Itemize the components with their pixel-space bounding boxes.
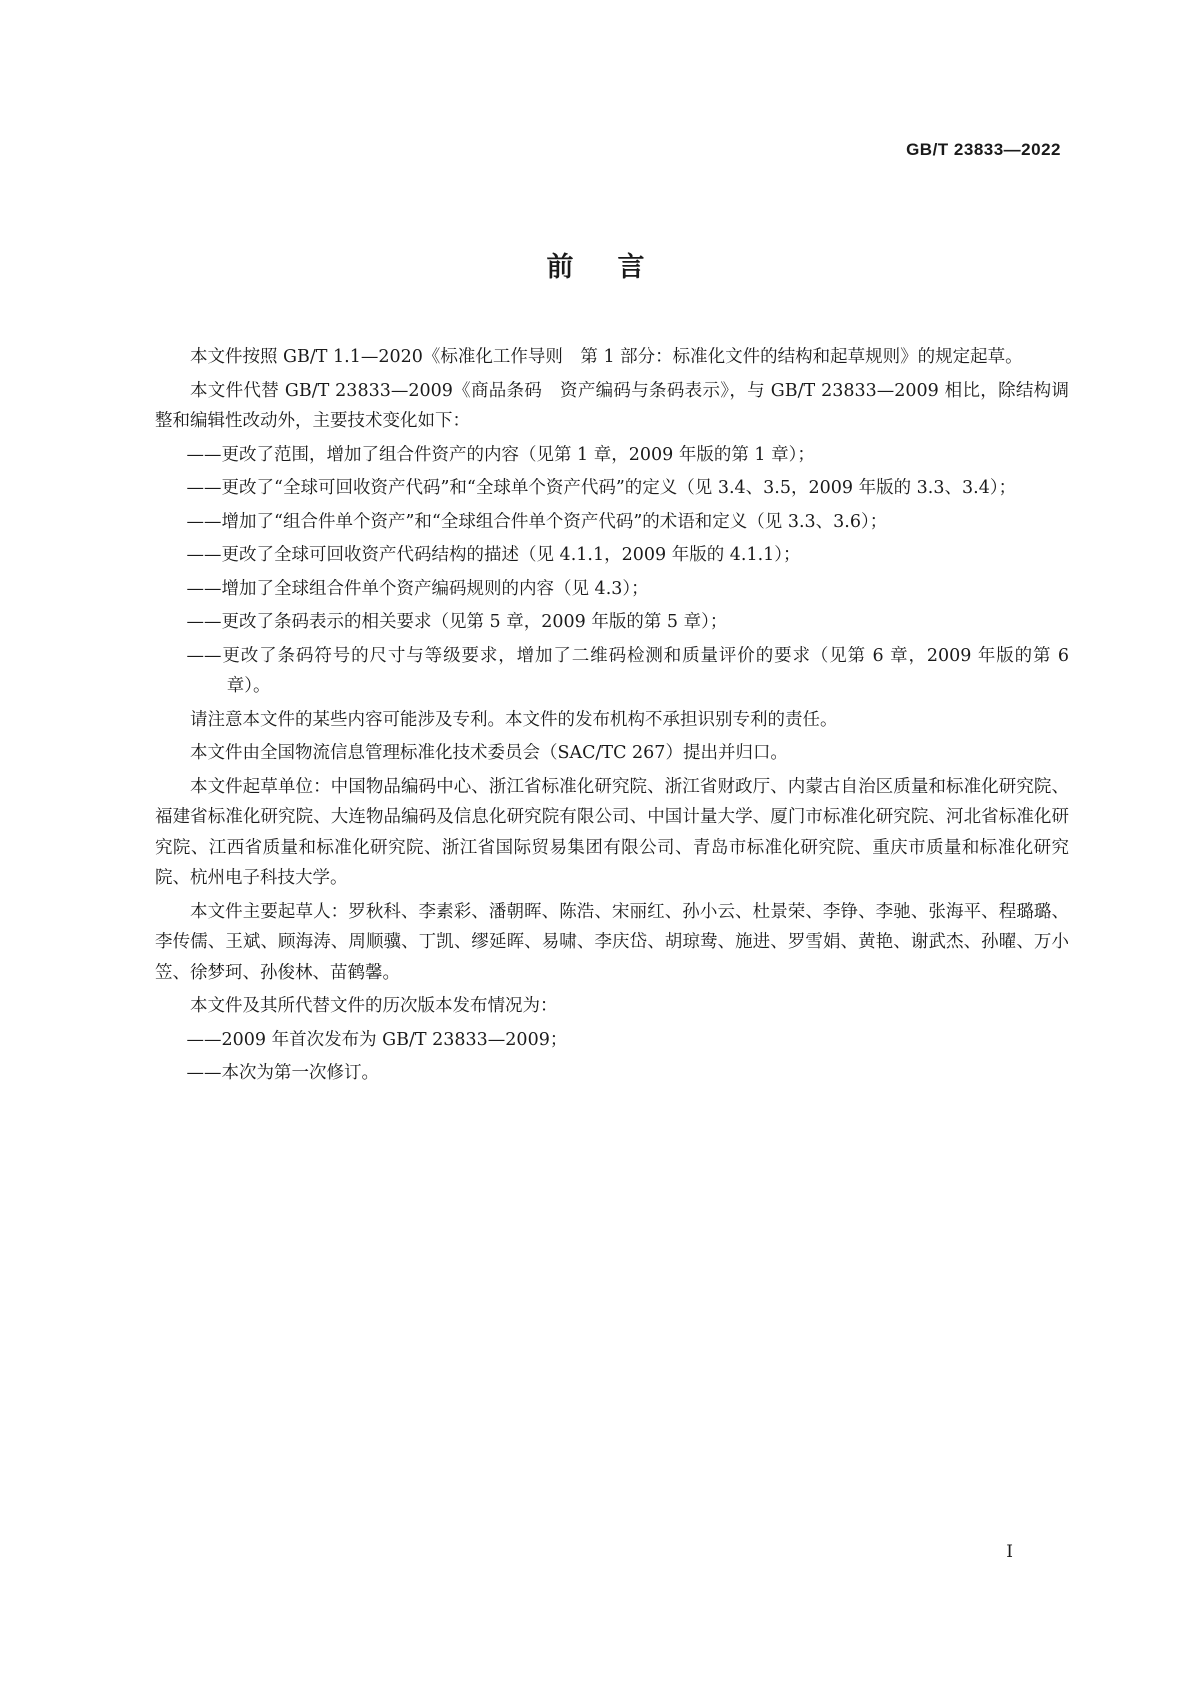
change-item-new-terms: ——增加了“组合件单个资产”和“全球组合件单个资产代码”的术语和定义（见 3.3、3.6）； — [186, 511, 888, 532]
change-item-code-structure: ——更改了全球可回收资产代码结构的描述（见 4.1.1，2009 年版的 4.1.1）； — [186, 545, 801, 565]
change-item-scope: ——更改了范围，增加了组合件资产的内容（见第 1 章，2009 年版的第 1 章）； — [186, 444, 815, 465]
history-item-first-release: ——2009 年首次发布为 GB/T 23833—2009； — [186, 1029, 568, 1050]
page-number: I — [1006, 1542, 1013, 1562]
standard-code: GB/T 23833—2022 — [906, 140, 1061, 159]
page-title: 前言 — [546, 252, 689, 283]
paragraph-version-history: 本文件及其所代替文件的历次版本发布情况为： — [190, 996, 558, 1016]
paragraph-drafters: 本文件主要起草人：罗秋科、李素彩、潘朝晖、陈浩、宋丽红、孙小云、杜景荣、李铮、李驰、张海平、程璐璐、李传儒、王斌、顾海涛、周顺骥、丁凯、缪延晖、易啸、李庆岱、胡琼鸯、施进、罗雪娟、黄艳、谢武杰、孙曜、万小笠、徐梦珂、孙俊林、苗鹤馨。 — [155, 901, 1069, 983]
paragraph-patent-notice: 请注意本文件的某些内容可能涉及专利。本文件的发布机构不承担识别专利的责任。 — [190, 709, 838, 730]
change-item-coding-rules: ——增加了全球组合件单个资产编码规则的内容（见 4.3）； — [186, 578, 649, 599]
paragraph-drafting-rules: 本文件按照 GB/T 1.1—2020《标准化工作导则 第 1 部分：标准化文件的结构和起草规则》的规定起草。 — [190, 347, 1023, 367]
history-item-revision: ——本次为第一次修订。 — [186, 1063, 379, 1083]
change-item-definitions: ——更改了“全球可回收资产代码”和“全球单个资产代码”的定义（见 3.4、3.5，2009 年版的 3.3、3.4）； — [186, 478, 1017, 498]
paragraph-replaces: 本文件代替 GB/T 23833—2009《商品条码 资产编码与条码表示》，与 GB/T 23833—2009 相比，除结构调整和编辑性改动外，主要技术变化如下： — [155, 380, 1069, 431]
change-item-barcode-requirements: ——更改了条码表示的相关要求（见第 5 章，2009 年版的第 5 章）； — [186, 612, 728, 632]
document-body — [155, 342, 1069, 1092]
paragraph-drafting-units: 本文件起草单位：中国物品编码中心、浙江省标准化研究院、浙江省财政厅、内蒙古自治区质量和标准化研究院、福建省标准化研究院、大连物品编码及信息化研究院有限公司、中国计量大学、厦门市标准化研究院、河北省标准化研究院、江西省质量和标准化研究院、浙江省国际贸易集团有限公司、青岛市标准化研究院、重庆市质量和标准化研究院、杭州电子科技大学。 — [155, 776, 1069, 888]
change-item-symbol-size: ——更改了条码符号的尺寸与等级要求，增加了二维码检测和质量评价的要求（见第 6 章，2009 年版的第 6 章）。 — [186, 645, 1069, 696]
paragraph-proposer: 本文件由全国物流信息管理标准化技术委员会（SAC/TC 267）提出并归口。 — [190, 743, 788, 763]
